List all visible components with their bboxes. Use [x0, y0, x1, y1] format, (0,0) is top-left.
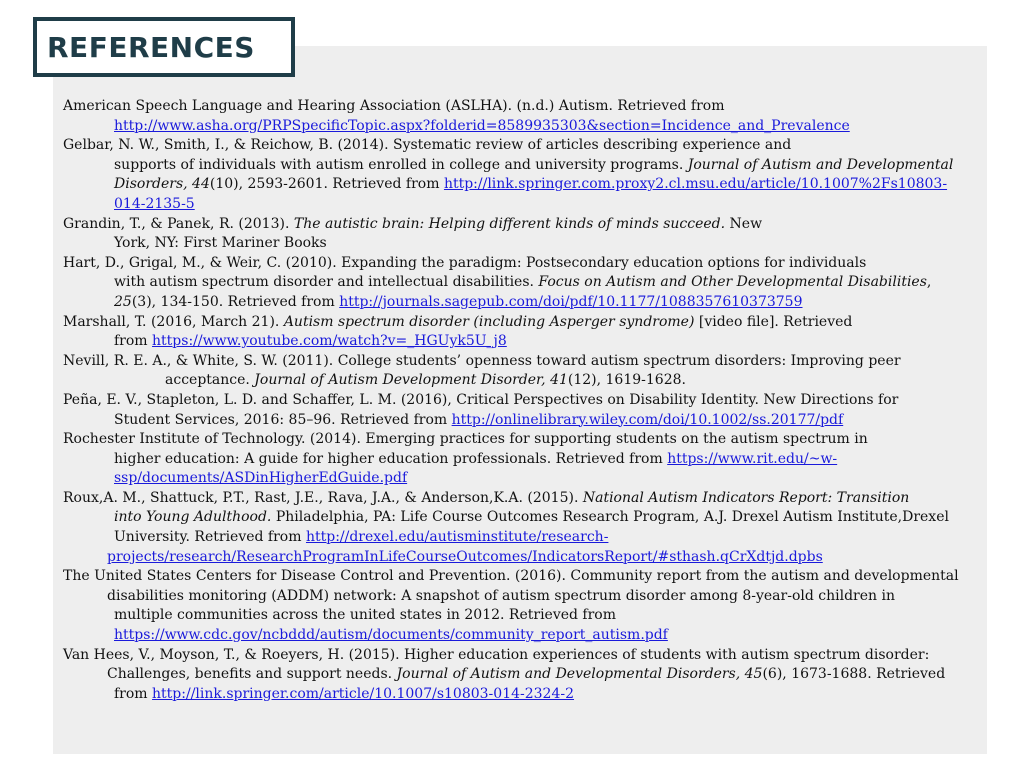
reference-text: Hart, D., Grigal, M., & Weir, C. (2010). Expanding the paradigm: Postsecondary education options for individuals: [63, 254, 867, 271]
reference-text: Grandin, T., & Panek, R. (2013).: [63, 215, 294, 232]
reference-text: disabilities monitoring (ADDM) network: A snapshot of autism spectrum disorder among 8-year-old children in: [107, 587, 895, 604]
reference-text: York, NY: First Mariner Books: [114, 235, 327, 252]
reference-link[interactable]: http://journals.sagepub.com/doi/pdf/10.1177/1088357610373759: [339, 293, 803, 310]
journal-title: Journal of Autism Development Disorder, 41: [254, 372, 568, 389]
reference-entry: [63, 352, 981, 391]
reference-text: Gelbar, N. W., Smith, I., & Reichow, B. (2014). Systematic review of articles describing experience and: [63, 137, 792, 154]
page-title: REFERENCES: [47, 30, 255, 64]
journal-title: Journal of Autism and Developmental Disorders, 45: [396, 666, 763, 683]
reference-entry: [63, 215, 981, 254]
reference-text: Marshall, T. (2016, March 21).: [63, 313, 284, 330]
reference-link[interactable]: http://link.springer.com/article/10.1007/s10803-014-2324-2: [152, 685, 575, 702]
reference-text: (12), 1619-1628.: [567, 372, 686, 389]
reference-link[interactable]: https://www.youtube.com/watch?v=_HGUyk5U_j8: [152, 333, 507, 350]
reference-link[interactable]: 014-2135-5: [114, 195, 195, 212]
reference-text: Rochester Institute of Technology. (2014). Emerging practices for supporting students on the autism spectrum in: [63, 431, 868, 448]
reference-list: [63, 97, 981, 704]
reference-text: ,: [926, 274, 932, 291]
reference-entry: [63, 430, 981, 489]
reference-link[interactable]: projects/research/ResearchProgramInLifeCourseOutcomes/IndicatorsReport/#sthash.qCrXdtjd.dpbs: [107, 548, 823, 565]
reference-text: [video file]. Retrieved: [694, 313, 853, 330]
book-title: The autistic brain: Helping different kinds of minds succeed.: [293, 215, 726, 232]
reference-text: Philadelphia, PA: Life Course Outcomes Research Program, A.J. Drexel Autism Institute,Drexel: [271, 509, 949, 526]
reference-link[interactable]: http://drexel.edu/autisminstitute/research-: [305, 529, 609, 546]
reference-link[interactable]: http://www.asha.org/PRPSpecificTopic.aspx?folderid=8589935303&section=Incidence_and_Prevalence: [114, 117, 850, 134]
journal-title: Journal of Autism and Developmental: [687, 156, 954, 173]
reference-text: Nevill, R. E. A., & White, S. W. (2011). College students’ openness toward autism spectrum disorders: Improving peer: [63, 352, 901, 369]
reference-text: supports of individuals with autism enrolled in college and university programs.: [114, 156, 688, 173]
reference-link[interactable]: http://onlinelibrary.wiley.com/doi/10.1002/ss.20177/pdf: [451, 411, 844, 428]
reference-entry: [63, 567, 981, 645]
journal-title: Disorders, 44: [114, 176, 210, 193]
reference-entry: [63, 646, 981, 705]
reference-text: acceptance.: [165, 372, 255, 389]
reference-text: (6), 1673-1688. Retrieved: [762, 666, 946, 683]
reference-entry: [63, 97, 981, 136]
reference-text: from: [114, 685, 153, 702]
reference-link[interactable]: https://www.cdc.gov/ncbddd/autism/documents/community_report_autism.pdf: [114, 627, 668, 644]
reference-text: (10), 2593-2601. Retrieved from: [209, 176, 444, 193]
reference-link[interactable]: http://link.springer.com.proxy2.cl.msu.edu/article/10.1007%2Fs10803-: [443, 176, 948, 193]
reference-text: American Speech Language and Hearing Association (ASLHA). (n.d.) Autism. Retrieved from: [63, 98, 725, 114]
reference-text: from: [114, 333, 153, 350]
reference-text: multiple communities across the united states in 2012. Retrieved from: [114, 607, 617, 624]
reference-text: Student Services, 2016: 85–96. Retrieved from: [114, 411, 452, 428]
reference-entry: [63, 313, 981, 352]
journal-volume: 25: [114, 293, 132, 310]
title-box: [33, 17, 295, 77]
reference-text: Van Hees, V., Moyson, T., & Roeyers, H. (2015). Higher education experiences of students with autism spectrum disorder:: [63, 646, 930, 663]
reference-text: (3), 134-150. Retrieved from: [131, 293, 340, 310]
reference-entry: [63, 254, 981, 313]
reference-text: higher education: A guide for higher education professionals. Retrieved from: [114, 450, 668, 467]
report-title: National Autism Indicators Report: Transition: [582, 489, 910, 506]
reference-text: The United States Centers for Disease Control and Prevention. (2016). Community report from the autism and developmental: [63, 568, 959, 585]
journal-title: Focus on Autism and Other Developmental Disabilities: [538, 274, 927, 291]
reference-text: University. Retrieved from: [114, 529, 306, 546]
reference-entry: [63, 136, 981, 214]
reference-text: with autism spectrum disorder and intellectual disabilities.: [114, 274, 539, 291]
reference-text: Challenges, benefits and support needs.: [107, 666, 397, 683]
video-title: Autism spectrum disorder (including Asperger syndrome): [283, 313, 695, 330]
reference-link[interactable]: ssp/documents/ASDinHigherEdGuide.pdf: [114, 470, 408, 487]
reference-text: Roux,A. M., Shattuck, P.T., Rast, J.E., Rava, J.A., & Anderson,K.A. (2015).: [63, 489, 583, 506]
reference-text: New: [725, 215, 763, 232]
reference-entry: [63, 391, 981, 430]
report-title: into Young Adulthood.: [114, 509, 272, 526]
reference-text: Peña, E. V., Stapleton, L. D. and Schaffer, L. M. (2016), Critical Perspectives on Disability Identity. New Directions for: [63, 391, 899, 408]
reference-link[interactable]: https://www.rit.edu/~w-: [667, 450, 838, 467]
reference-entry: [63, 489, 981, 567]
